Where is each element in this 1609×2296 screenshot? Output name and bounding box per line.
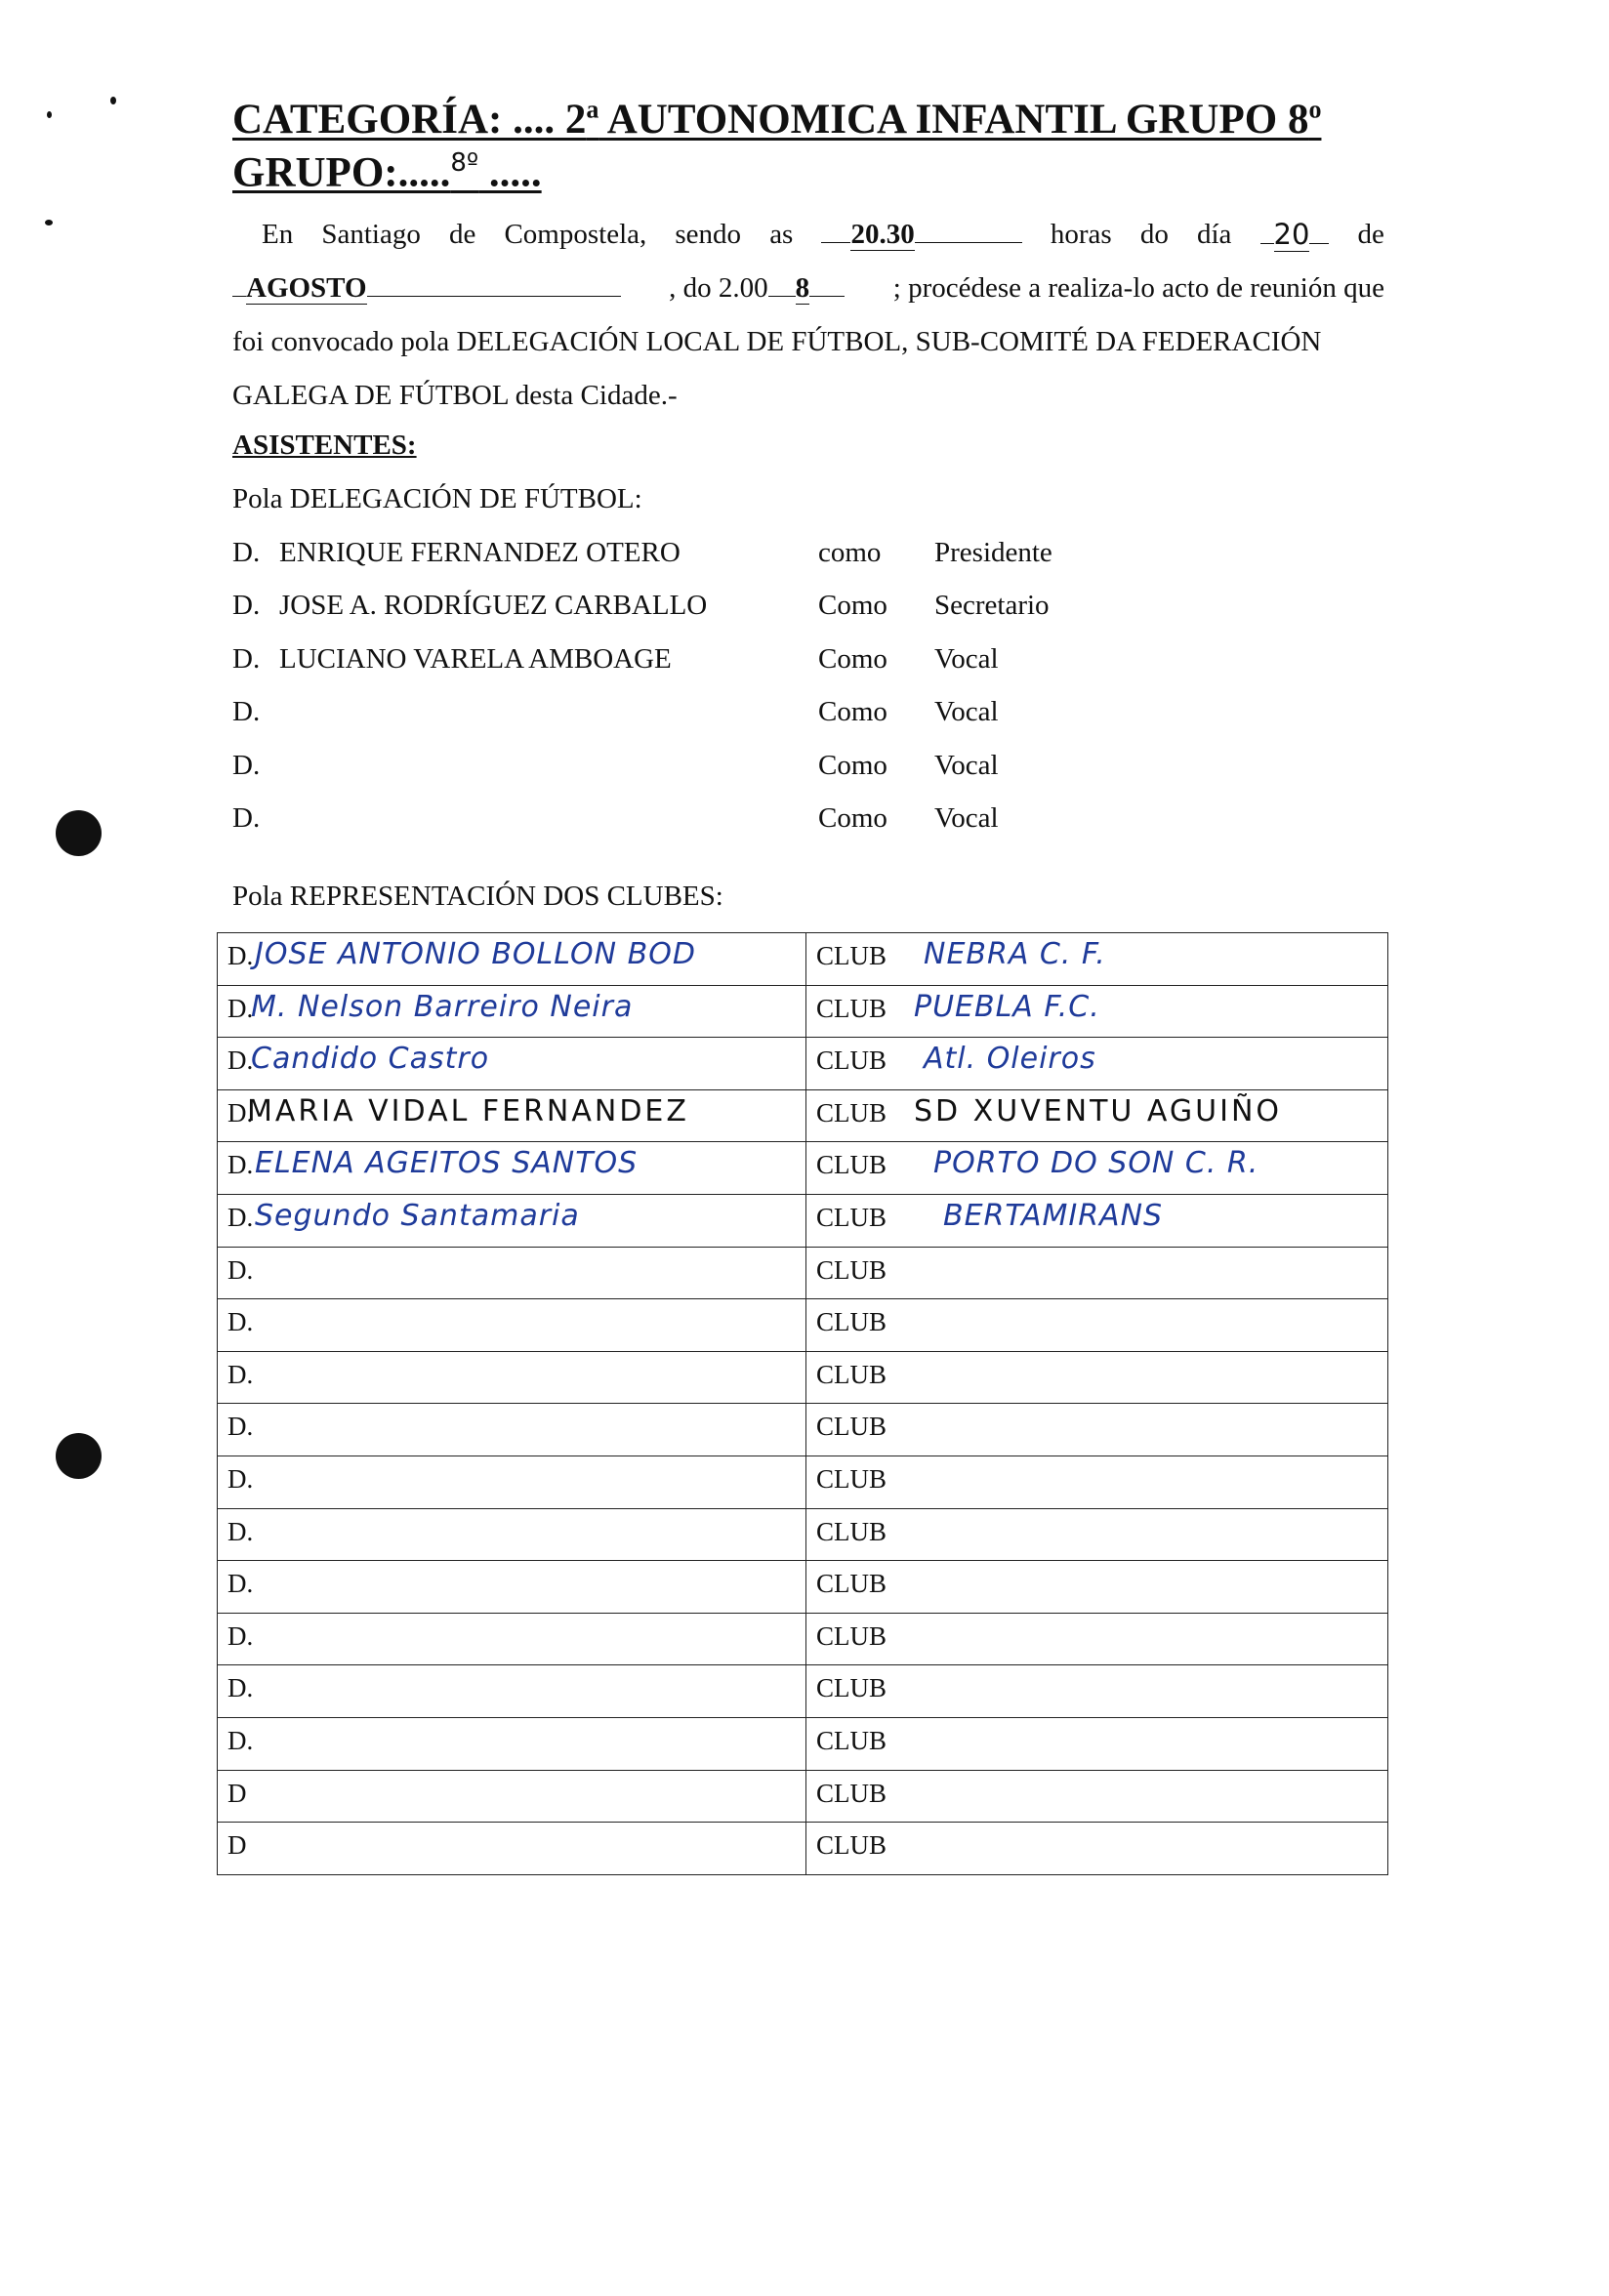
club-table-row (218, 1508, 1388, 1561)
club-cell (806, 1194, 1388, 1247)
representative-cell (218, 1717, 806, 1770)
representative-prefix: D. (227, 1046, 254, 1076)
intro-word: de (1357, 219, 1384, 250)
club-name: NEBRA C. F. (924, 937, 1106, 971)
dia-field (1260, 208, 1330, 262)
club-label: CLUB (816, 1830, 887, 1861)
representative-prefix: D (227, 1830, 247, 1861)
ordinal-sup: o (1308, 95, 1322, 124)
representative-cell (218, 1561, 806, 1614)
representative-prefix: D. (227, 1725, 254, 1755)
club-table-row (218, 1247, 1388, 1299)
club-cell (806, 1404, 1388, 1456)
club-label: CLUB (816, 993, 887, 1023)
representative-cell (218, 1665, 806, 1718)
club-label: CLUB (816, 1778, 887, 1808)
intro-word: do (1139, 219, 1169, 250)
club-label: CLUB (816, 1412, 887, 1442)
club-cell (806, 1299, 1388, 1352)
club-label: CLUB (816, 1620, 887, 1651)
asistentes-heading: ASISTENTES: (232, 430, 417, 461)
representative-cell (218, 985, 806, 1038)
representative-cell (218, 1299, 806, 1352)
representative-cell (218, 1823, 806, 1875)
representative-cell (218, 1770, 806, 1823)
representative-cell (218, 1404, 806, 1456)
club-name: Atl. Oleiros (924, 1042, 1096, 1077)
representative-prefix: D. (227, 993, 254, 1023)
representative-prefix: D. (227, 1569, 254, 1599)
punch-hole (56, 810, 102, 856)
club-table-row (218, 1194, 1388, 1247)
representative-prefix: D (227, 1778, 247, 1808)
member-name: LUCIANO VARELA AMBOAGE (279, 643, 672, 675)
representative-prefix: D. (227, 1202, 254, 1232)
scan-speck (47, 111, 52, 118)
intro-word: sendo (675, 219, 742, 250)
club-name: PORTO DO SON C. R. (933, 1146, 1259, 1181)
member-prefix: D. (232, 537, 261, 568)
representative-name: M. Nelson Barreiro Neira (251, 989, 634, 1024)
intro-word: Santiago (321, 219, 421, 250)
representative-prefix: D. (227, 1516, 254, 1546)
club-cell (806, 1665, 1388, 1718)
intro-text: ; procédese a realiza-lo acto de reunión que (892, 272, 1384, 304)
member-prefix: D. (232, 590, 261, 621)
club-label: CLUB (816, 1254, 887, 1285)
representative-cell (218, 1456, 806, 1508)
intro-text: foi convocado pola DELEGACIÓN LOCAL DE FÚTBOL, SUB-COMITÉ DA FEDERACIÓN (232, 326, 1322, 357)
club-cell (806, 1508, 1388, 1561)
club-cell (806, 1823, 1388, 1875)
club-name: BERTAMIRANS (943, 1198, 1164, 1233)
club-label: CLUB (816, 1097, 887, 1128)
member-role: Vocal (934, 802, 999, 834)
club-name: SD XUVENTU AGUIÑO (914, 1093, 1283, 1128)
club-label: CLUB (816, 1516, 887, 1546)
club-table-row (218, 1456, 1388, 1508)
categoria-label: CATEGORÍA: .... 2 (232, 97, 587, 143)
club-cell (806, 1038, 1388, 1090)
clubes-label: Pola REPRESENTACIÓN DOS CLUBES: (232, 881, 723, 912)
club-table-row (218, 1770, 1388, 1823)
club-cell (806, 1089, 1388, 1142)
grupo-label: GRUPO:..... (232, 149, 451, 196)
club-label: CLUB (816, 1359, 887, 1389)
member-como: como (818, 537, 882, 568)
intro-word: En (262, 219, 294, 250)
member-como: Como (818, 696, 887, 727)
representative-cell (218, 1089, 806, 1142)
club-cell (806, 1561, 1388, 1614)
intro-text: GALEGA DE FÚTBOL desta Cidade.- (232, 380, 678, 411)
club-cell (806, 933, 1388, 986)
club-cell (806, 1351, 1388, 1404)
member-prefix: D. (232, 802, 261, 834)
representative-cell (218, 1038, 806, 1090)
grupo-value: 8º (450, 148, 479, 178)
club-table-row (218, 933, 1388, 986)
intro-word: de (448, 219, 476, 250)
punch-hole (56, 1433, 102, 1479)
club-table-row (218, 1142, 1388, 1195)
scan-speck (45, 220, 53, 226)
ano-value: 8 (795, 272, 810, 304)
categoria-value: AUTONOMICA INFANTIL GRUPO 8 (598, 97, 1309, 143)
club-cell (806, 1142, 1388, 1195)
club-label: CLUB (816, 1725, 887, 1755)
representative-prefix: D. (227, 941, 254, 970)
representative-name: Candido Castro (251, 1042, 490, 1077)
member-role: Presidente (934, 537, 1052, 568)
representative-prefix: D. (227, 1359, 254, 1389)
member-como: Como (818, 643, 887, 675)
club-table-row (218, 985, 1388, 1038)
representative-name: JOSE ANTONIO BOLLON BOD (255, 937, 696, 971)
club-table-row (218, 1089, 1388, 1142)
member-role: Vocal (934, 643, 999, 675)
representative-name: Segundo Santamaria (255, 1198, 580, 1233)
member-como: Como (818, 590, 887, 621)
representative-name: MARIA VIDAL FERNANDEZ (247, 1093, 689, 1128)
club-table-row (218, 1351, 1388, 1404)
grupo-tail: ..... (478, 149, 542, 196)
representative-cell (218, 1247, 806, 1299)
club-table-row (218, 1613, 1388, 1665)
representative-prefix: D. (227, 1254, 254, 1285)
intro-text: , do 2.00 (669, 272, 768, 304)
member-role: Vocal (934, 696, 999, 727)
club-label: CLUB (816, 1150, 887, 1180)
representative-cell (218, 1613, 806, 1665)
representative-prefix: D. (227, 1620, 254, 1651)
member-como: Como (818, 802, 887, 834)
hora-value: 20.30 (850, 219, 915, 250)
representative-cell (218, 1194, 806, 1247)
representative-name: ELENA AGEITOS SANTOS (255, 1146, 639, 1181)
delegacion-label: Pola DELEGACIÓN DE FÚTBOL: (232, 483, 642, 514)
scan-speck (110, 97, 116, 104)
club-label: CLUB (816, 1307, 887, 1337)
representative-prefix: D. (227, 1673, 254, 1703)
representative-cell (218, 933, 806, 986)
categoria-title (232, 96, 1321, 144)
ordinal-sup: a (586, 95, 599, 124)
representative-prefix: D. (227, 1150, 254, 1180)
clubs-table (217, 932, 1388, 1875)
representative-cell (218, 1351, 806, 1404)
intro-word: día (1196, 219, 1232, 250)
representative-cell (218, 1508, 806, 1561)
club-label: CLUB (816, 941, 887, 970)
club-table-row (218, 1038, 1388, 1090)
member-name: JOSE A. RODRÍGUEZ CARBALLO (279, 590, 708, 621)
club-cell (806, 1247, 1388, 1299)
club-cell (806, 1613, 1388, 1665)
member-role: Secretario (934, 590, 1050, 621)
mes-value: AGOSTO (246, 272, 367, 304)
club-cell (806, 985, 1388, 1038)
club-table-row (218, 1717, 1388, 1770)
member-prefix: D. (232, 750, 261, 781)
dia-value: 20 (1273, 218, 1310, 251)
club-table-row (218, 1665, 1388, 1718)
club-table-row (218, 1404, 1388, 1456)
representative-prefix: D. (227, 1307, 254, 1337)
club-table-row (218, 1561, 1388, 1614)
ano-field (669, 262, 845, 315)
club-label: CLUB (816, 1463, 887, 1494)
member-name: ENRIQUE FERNANDEZ OTERO (279, 537, 681, 568)
intro-word: Compostela, (504, 219, 647, 250)
club-name: PUEBLA F.C. (914, 989, 1100, 1024)
club-table-row (218, 1299, 1388, 1352)
club-cell (806, 1770, 1388, 1823)
intro-paragraph (232, 208, 1384, 423)
intro-word: horas (1050, 219, 1112, 250)
representative-prefix: D. (227, 1463, 254, 1494)
club-label: CLUB (816, 1046, 887, 1076)
representative-cell (218, 1142, 806, 1195)
club-cell (806, 1456, 1388, 1508)
club-label: CLUB (816, 1673, 887, 1703)
hora-field (821, 208, 1021, 262)
grupo-title (232, 148, 542, 196)
mes-field (232, 262, 621, 315)
representative-prefix: D. (227, 1412, 254, 1442)
member-role: Vocal (934, 750, 999, 781)
club-label: CLUB (816, 1569, 887, 1599)
club-cell (806, 1717, 1388, 1770)
member-como: Como (818, 750, 887, 781)
club-table-row (218, 1823, 1388, 1875)
intro-word: as (769, 219, 794, 250)
representative-prefix: D. (227, 1097, 254, 1128)
member-prefix: D. (232, 696, 261, 727)
club-label: CLUB (816, 1202, 887, 1232)
member-prefix: D. (232, 643, 261, 675)
